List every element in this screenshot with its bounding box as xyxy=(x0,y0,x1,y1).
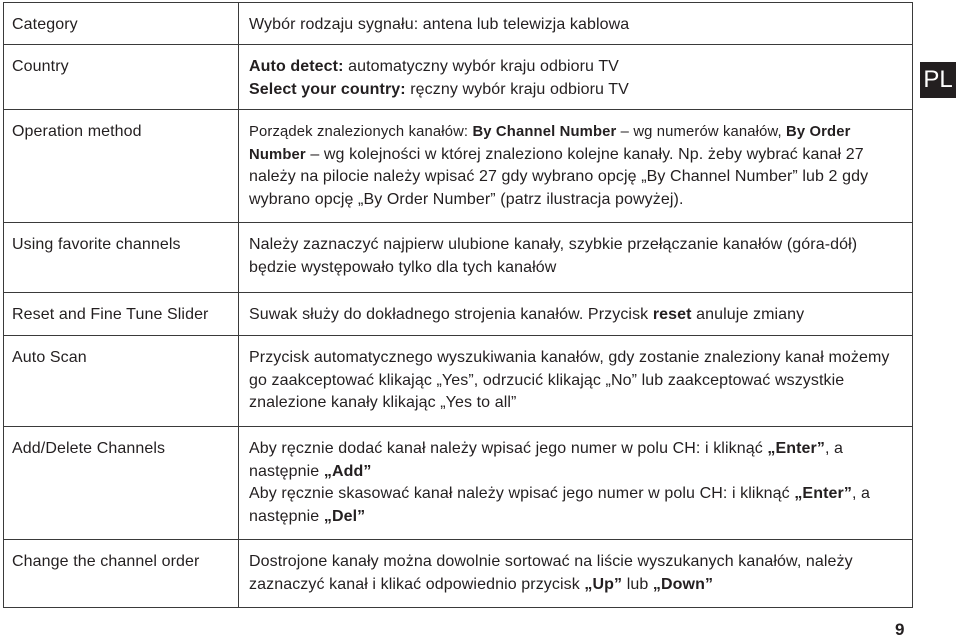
table-row xyxy=(4,3,913,45)
description-text: – wg kolejności w której znaleziono kolejne kanały. Np. żeby wybrać kanał 27 należy na pilocie należy wpisać 27 gdy wybrano opcję „By Channel Number” lub 2 gdy wybrano opcję „By Order Number” (patrz ilustracja powyżej). xyxy=(249,145,869,208)
description-text: , a następnie xyxy=(249,485,871,525)
table-row xyxy=(4,336,913,427)
row-category: Country xyxy=(4,45,239,110)
description-emphasis: Auto detect: xyxy=(249,58,344,75)
description-text: Przycisk automatycznego wyszukiwania kanałów, gdy zostanie znaleziony kanał możemy go zaakceptować klikając „Yes”, odrzucić klikając „No” lub zaakceptować wszystkie znalezione kanały klikając „Yes to all” xyxy=(249,349,890,411)
description-text: ręczny wybór kraju odbioru TV xyxy=(405,80,629,98)
description-emphasis: reset xyxy=(652,306,692,323)
row-category: Using favorite channels xyxy=(4,223,239,293)
row-description xyxy=(239,293,913,336)
row-description xyxy=(239,427,913,540)
description-text: , a następnie xyxy=(249,440,844,480)
description-text: anuluje zmiany xyxy=(691,306,805,323)
table-row xyxy=(4,45,913,110)
row-description xyxy=(239,336,913,427)
row-category: Operation method xyxy=(4,110,239,223)
description-text: Należy zaznaczyć najpierw ulubione kanały, szybkie przełączanie kanałów (góra-dół) będzie występowało tylko dla tych kanałów xyxy=(249,236,858,276)
row-description xyxy=(239,3,913,45)
description-emphasis: „Up” xyxy=(584,575,623,593)
description-text: Suwak służy do dokładnego strojenia kanałów. Przycisk xyxy=(249,306,653,323)
description-emphasis: By Order Number xyxy=(249,124,851,163)
row-description xyxy=(239,223,913,293)
row-description xyxy=(239,45,913,110)
description-text: Aby ręcznie skasować kanał należy wpisać jego numer w polu CH: i kliknąć xyxy=(249,485,795,502)
table-row xyxy=(4,427,913,540)
row-category: Category xyxy=(4,3,239,45)
description-text: Wybór rodzaju sygnału: antena lub telewizja kablowa xyxy=(249,16,630,33)
description-text: – wg numerów kanałów, xyxy=(616,124,787,140)
description-emphasis: „Add” xyxy=(323,462,372,480)
description-emphasis: Select your country: xyxy=(249,80,406,98)
table-body xyxy=(4,3,913,608)
description-emphasis: „Del” xyxy=(323,507,366,525)
row-description xyxy=(239,110,913,223)
description-text: automatyczny wybór kraju odbioru TV xyxy=(343,58,619,75)
page-number: 9 xyxy=(895,620,905,639)
table-row xyxy=(4,293,913,336)
description-text: Porządek znalezionych kanałów: xyxy=(249,124,473,140)
description-text: Dostrojone kanały można dowolnie sortować na liście wyszukanych kanałów, należy zaznaczyć kanał i klikać odpowiednio przycisk xyxy=(249,553,853,593)
description-text: lub xyxy=(622,575,653,593)
description-emphasis: „Enter” xyxy=(767,440,825,457)
table-row xyxy=(4,110,913,223)
row-description xyxy=(239,540,913,608)
row-category: Add/Delete Channels xyxy=(4,427,239,540)
description-text: Aby ręcznie dodać kanał należy wpisać jego numer w polu CH: i kliknąć xyxy=(249,440,768,457)
row-category: Reset and Fine Tune Slider xyxy=(4,293,239,336)
description-emphasis: By Channel Number xyxy=(472,124,617,140)
table-row xyxy=(4,540,913,608)
description-emphasis: „Down” xyxy=(652,575,714,593)
settings-description-table xyxy=(3,2,913,608)
table-row xyxy=(4,223,913,293)
description-emphasis: „Enter” xyxy=(794,485,852,502)
row-category: Auto Scan xyxy=(4,336,239,427)
row-category: Change the channel order xyxy=(4,540,239,608)
language-tab: PL xyxy=(920,62,956,98)
